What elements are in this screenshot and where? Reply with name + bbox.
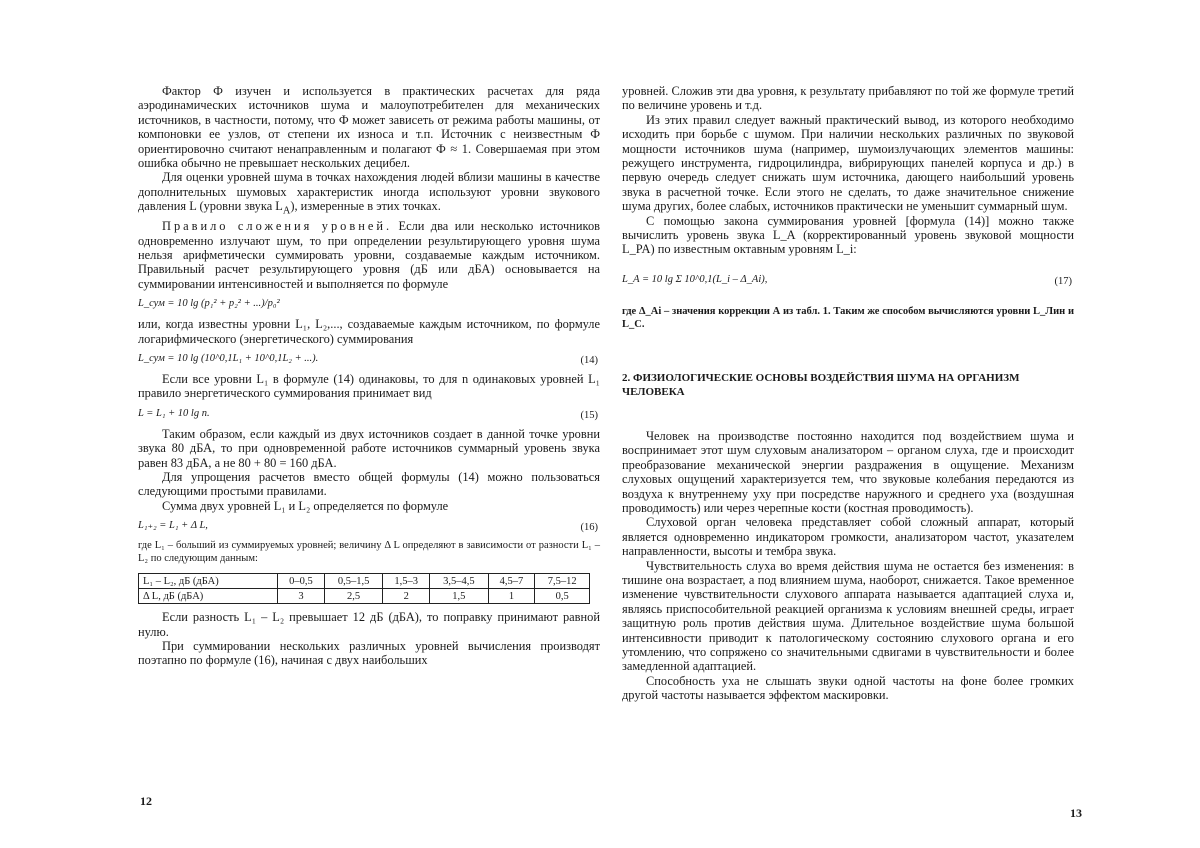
paragraph: При суммировании нескольких различных уровней вычисления производят поэтапно по формуле (16), начиная с двух наибольших <box>138 639 600 668</box>
table-cell: 3,5–4,5 <box>430 574 488 589</box>
left-text-column <box>138 84 600 668</box>
paragraph <box>138 219 600 291</box>
formula <box>138 519 600 533</box>
formula <box>138 297 600 311</box>
where-note: где L₁ – больший из суммируемых уровней; величину Δ L определяют в зависимости от разности L₁ – L₂ по следующим данным: <box>138 540 600 565</box>
table-cell: 0–0,5 <box>278 574 325 589</box>
formula-text: L = L₁ + 10 lg n. <box>138 407 210 419</box>
formula <box>622 273 1074 287</box>
paragraph: Таким образом, если каждый из двух источников создает в данной точке уровни звука 80 дБА, то при одновременной работе источников суммарный уровень звука равен 83 дБА, а не 80 + 80 = 160 дБА. <box>138 426 600 470</box>
table-cell: 1,5 <box>430 589 488 604</box>
formula <box>138 407 600 421</box>
paragraph: или, когда известны уровни L₁, L₂,..., создаваемые каждым источником, по формуле логарифмического (энергетического) суммирования <box>138 317 600 346</box>
paragraph: Если разность L₁ – L₂ превышает 12 дБ (дБА), то поправку принимают равной нулю. <box>138 610 600 639</box>
table-header-cell: Δ L, дБ (дБА) <box>139 589 278 604</box>
paragraph: Из этих правил следует важный практический вывод, из которого необходимо исходить при борьбе с шумом. При наличии нескольких различных по звуковой мощности источников шума (например, шумоизлучающих элементов машины: режущего инструмента, гидроцилиндра, вибрирующих панелей корпуса и др.) в первую очередь следует снижать шум источника, дающего наибольший уровень звука в расчетной точке. Если этого не сделать, то даже значительное снижение шума других, более слабых, источников практически не уменьшит суммарный шум. <box>622 112 1074 214</box>
page-number: 13 <box>1070 806 1082 820</box>
rule-title: Правило сложения уровней. <box>162 219 393 234</box>
formula <box>138 352 600 366</box>
formula-text: L₁₊₂ = L₁ + Δ L, <box>138 520 208 532</box>
paragraph: Способность уха не слышать звуки одной частоты на фоне более громких другой частоты называется эффектом маскировки. <box>622 673 1074 703</box>
formula-text: L_A = 10 lg Σ 10^0,1(L_i – Δ_Ai), <box>622 273 768 285</box>
table-cell: 1 <box>488 589 535 604</box>
table-cell: 3 <box>278 589 325 604</box>
table-row <box>139 589 590 604</box>
table-header-cell: L₁ – L₂, дБ (дБА) <box>139 574 278 589</box>
formula-text: L_сум = 10 lg (10^0,1L₁ + 10^0,1L₂ + ...). <box>138 352 319 364</box>
paragraph: Если все уровни L₁ в формуле (14) одинаковы, то для n одинаковых уровней L₁ правило энергетического суммирования принимает вид <box>138 371 600 401</box>
paragraph-text: ), измеренные в этих точках. <box>290 199 441 214</box>
table-row <box>139 574 590 589</box>
paragraph: Человек на производстве постоянно находится под воздействием шума и воспринимает этот шум слуховым анализатором – органом слуха, где и происходит преобразование механической энергии раздражения в ощущение. Механизм слуховых ощущений характеризуется тем, что звуковые колебания передаются из воздуха к внутреннему уху при посредстве наружного и среднего уха (воздушная проводимость) или через черепные кости (костная проводимость). <box>622 428 1074 515</box>
formula-text: L_сум = 10 lg (p₁² + p₂² + ...)/p₀² <box>138 298 280 310</box>
formula-number: (16) <box>580 522 598 534</box>
paragraph: Чувствительность слуха во время действия шума не остается без изменения: в тишине она возрастает, а под влиянием шума, наоборот, снижается. Такое временное изменение чувствительности слухового аппарата называется адаптацией слуха и, являясь приспособительной реакцией организма к условиям внешней среды, играет защитную роль против действия шума. Длительное воздействие шума большой интенсивности приводит к патологическому состоянию слухового органа и его утомлению, что сопряжено со значительными сдвигами в чувствительности и более замедленной адаптацией. <box>622 558 1074 674</box>
formula-number: (14) <box>580 354 598 366</box>
correction-table <box>138 573 590 604</box>
formula-number: (15) <box>580 409 598 421</box>
formula-number: (17) <box>1054 275 1072 287</box>
table-cell: 0,5 <box>535 589 590 604</box>
table-cell: 4,5–7 <box>488 574 535 589</box>
subscript: A <box>282 205 291 217</box>
paragraph: Слуховой орган человека представляет собой сложный аппарат, который является одновременно индикатором громкости, анализатором частот, указателем направленности, высоты и тембра звука. <box>622 515 1074 559</box>
paragraph: С помощью закона суммирования уровней [формула (14)] можно также вычислить уровень звука L_A (корректированный уровень звуковой мощности L_PA) по известным октавным уровням L_i: <box>622 213 1074 257</box>
where-note: где Δ_Ai – значения коррекции А из табл. 1. Таким же способом вычисляются уровни L_Лин и L_C. <box>622 305 1074 330</box>
table-cell: 1,5–3 <box>383 574 430 589</box>
table-cell: 7,5–12 <box>535 574 590 589</box>
right-page <box>600 0 1200 848</box>
paragraph-text: Если два или несколько источников одновременно излучают шум, то при определении результирующего уровня шума нельзя арифметически суммировать уровни, создаваемые каждым источником. Правильный расчет результирующего уровня (дБ или дБА) основывается на суммировании интенсивностей и выполняется по формуле <box>138 219 600 291</box>
table-cell: 2,5 <box>324 589 382 604</box>
table-cell: 0,5–1,5 <box>324 574 382 589</box>
paragraph: Для упрощения расчетов вместо общей формулы (14) можно пользоваться следующими простыми правилами. <box>138 470 600 499</box>
paragraph <box>138 170 600 219</box>
section-heading: 2. ФИЗИОЛОГИЧЕСКИЕ ОСНОВЫ ВОЗДЕЙСТВИЯ ШУМА НА ОРГАНИЗМ ЧЕЛОВЕКА <box>622 371 1020 398</box>
paragraph: Фактор Ф изучен и используется в практических расчетах для ряда аэродинамических источников шума и малоупотребителен для механических источников, в частности, потому, что Ф может зависеть от режима работы машины, от компоновки ее узлов, от степени их износа и т.п. Источник с неизвестным Ф ориентировочно считают ненаправленным и полагают Ф ≈ 1. Совершаемая при этом ошибка обычно не превышает нескольких децибел. <box>138 84 600 171</box>
paragraph: Сумма двух уровней L₁ и L₂ определяется по формуле <box>162 498 449 513</box>
table-cell: 2 <box>383 589 430 604</box>
right-text-column <box>622 84 1074 703</box>
paragraph-text: Для оценки уровней шума в точках нахождения людей вблизи машины в качестве дополнительных шумовых характеристик иногда используют уровни звукового давления L (уровни звука L <box>138 170 600 214</box>
paragraph: уровней. Сложив эти два уровня, к результату прибавляют по той же формуле третий по величине уровень и т.д. <box>622 84 1074 113</box>
page-number: 12 <box>140 794 152 808</box>
